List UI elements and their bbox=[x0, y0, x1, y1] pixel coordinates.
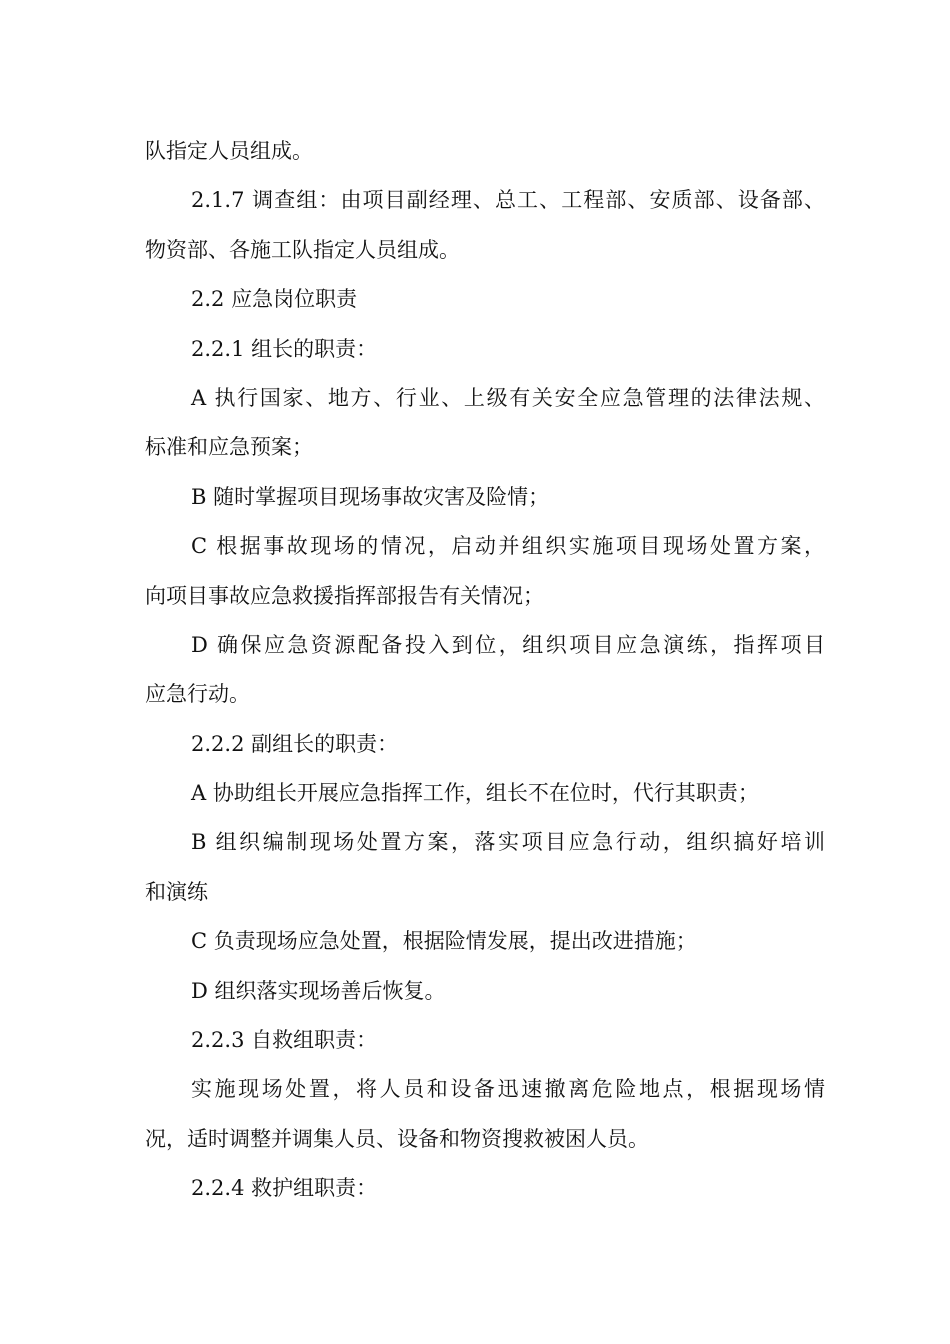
subsection-heading: 2.2.3 自救组职责： bbox=[191, 1028, 378, 1053]
subsection-heading: 2.2.2 副组长的职责： bbox=[191, 731, 399, 756]
section-heading: 2.2 应急岗位职责 bbox=[191, 287, 358, 312]
text-line: D 组织落实现场善后恢复。 bbox=[191, 978, 446, 1003]
text-line: 应急行动。 bbox=[145, 682, 250, 707]
text-line: D 确保应急资源配备投入到位，组织项目应急演练，指挥项目 bbox=[191, 632, 825, 657]
text-line: 况，适时调整并调集人员、设备和物资搜救被困人员。 bbox=[145, 1126, 649, 1151]
document-body bbox=[145, 127, 825, 1214]
text-line: 实施现场处置，将人员和设备迅速撤离危险地点，根据现场情 bbox=[191, 1077, 825, 1102]
subsection-heading: 2.2.4 救护组职责： bbox=[191, 1176, 378, 1201]
text-line: 物资部、各施工队指定人员组成。 bbox=[145, 237, 460, 262]
text-line: 向项目事故应急救援指挥部报告有关情况； bbox=[145, 583, 544, 608]
text-line: A 执行国家、地方、行业、上级有关安全应急管理的法律法规、 bbox=[191, 385, 825, 410]
text-line: B 随时掌握项目现场事故灾害及险情； bbox=[191, 484, 550, 509]
text-line: B 组织编制现场处置方案，落实项目应急行动，组织搞好培训 bbox=[191, 830, 825, 855]
text-line: C 负责现场应急处置，根据险情发展，提出改进措施； bbox=[191, 929, 697, 954]
text-line: A 协助组长开展应急指挥工作，组长不在位时，代行其职责； bbox=[191, 781, 759, 806]
text-line: 2.1.7 调查组：由项目副经理、总工、工程部、安质部、设备部、 bbox=[191, 188, 825, 213]
subsection-heading: 2.2.1 组长的职责： bbox=[191, 336, 378, 361]
text-line: 和演练 bbox=[145, 879, 208, 904]
text-line: 标准和应急预案； bbox=[145, 435, 313, 460]
text-line: C 根据事故现场的情况，启动并组织实施项目现场处置方案， bbox=[191, 534, 825, 559]
text-line: 队指定人员组成。 bbox=[145, 139, 313, 163]
